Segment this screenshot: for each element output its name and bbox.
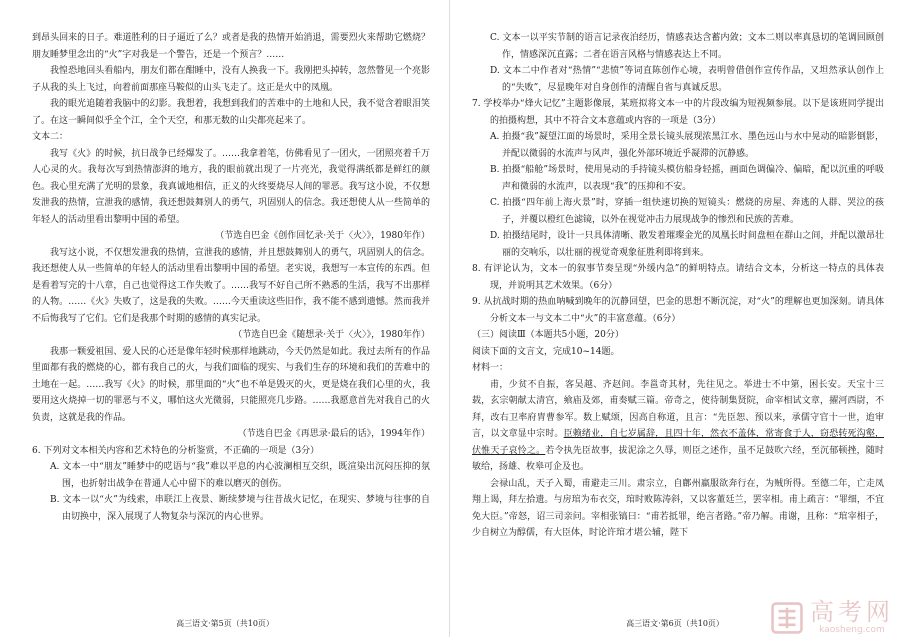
classical-passage bbox=[472, 377, 884, 476]
material-label: 材料一： bbox=[472, 363, 509, 373]
source-citation: （节选自巴金《随想录·关于〈火〉》，1980年作） bbox=[233, 330, 430, 340]
paragraph: 我那一颗爱祖国、爱人民的心还是像年轻时候那样地跳动，今天仍然是如此。我过去所有的作品里面都有我的燃烧的心，都有我自己的火，与我们面临的现实、与我们生存的环境和我们的苦难中的土地在一起。……我写《火》的时候，那里面的“火”也不单是毁灭的火，更是烧在我们心里的火，我要用这火烧掉一切的罪恶与不义，哪怕这火光微弱，只能照亮几步路。……我愿意首先对我自己的火负责，这就是我的作品。 bbox=[32, 346, 430, 423]
question-6: 6. 下列对文本相关内容和艺术特色的分析鉴赏，不正确的一项是（3分） bbox=[32, 445, 320, 456]
option-d: D. 文本二中作者对“热情”“悲愤”等词直陈创作心境，表明曾借创作宣传作品，又坦然承认创作上的“失败”，尽显晚年对自身创作的清醒自省与真诚反思。 bbox=[490, 66, 884, 93]
option-c: C. 拍摄“四年前上海火景”时，穿插一组快速切换的短镜头：燃烧的房屋、奔逃的人群、哭泣的孩子，并覆以橙红色滤镜，以外在视觉冲击力展现战争的惨烈和民族的苦难。 bbox=[490, 198, 884, 225]
paragraph: 我写这小说，不仅想发泄我的热情，宣泄我的感情，并且想鼓舞别人的勇气，巩固别人的信念。我还想使人从一些简单的年轻人的活动里看出黎明中国的希望。老实说，我想写一本宣传的东西。但是看着写完的十八章，自己也觉得这工作失败了。……我写不好自己所不熟悉的生活，我写不出那样的人物。……《火》失败了，这是我的失败。……今天重读这些旧作，我不能不感到遗憾。然而我并不后悔我写了它们。它们是我那个时期的感情的真实记录。 bbox=[32, 247, 430, 324]
classical-passage: 会禄山乱，天子入蜀，甫避走三川。肃宗立，自鄜州羸服欲奔行在，为贼所得。至德二年，亡走凤翔上谒，拜左拾遗。与房琯为布衣交，琯时败陈涛斜，又以客董廷兰，罢宰相。甫上疏言：“罪细，不宜免大臣。”帝怒，诏三司亲问。宰相张镐曰：“甫若抵罪，绝言者路。”帝乃解。甫谢，且称：“琯宰相子，少自树立为醇儒，有大臣体，时论许琯才堪公辅，陛下 bbox=[472, 478, 884, 538]
page-footer: 高三语文·第5页（共10页） bbox=[176, 619, 274, 628]
underlined-sentence: 臣赖绪业，自七岁属辞，且四十年，然衣不盖体，常寄食于人，窃恐转死沟壑，伏惟天子哀怜之。 bbox=[472, 429, 884, 456]
option-d: D. 拍摄结尾时，设计一只具体清晰、散发着璀璨金光的凤凰长时间盘桓在群山之间，并配以激昂壮丽的交响乐，以壮丽的视觉奇观象征胜利即将到来。 bbox=[490, 231, 884, 258]
paragraph: 我的眼光追随着我脑中的幻影。我想着，我想到我们的苦难中的土地和人民，我不觉含着眼泪笑了。在这一瞬间似乎全个江，全个天空，和那无数的山尖都亮起来了。 bbox=[32, 99, 430, 126]
instruction: 阅读下面的文言文，完成10~14题。 bbox=[472, 346, 620, 357]
passage-text: 若令执先臣故事，拔泥涂之久辱，则臣之述作，虽不足鼓吹六经，至沉郁顿挫，随时敏给，扬雄、枚皋可企及也。 bbox=[472, 445, 884, 472]
paragraph: 我写《火》的时候，抗日战争已经爆发了。……我拿着笔，仿佛看见了一团火，一团照亮着千万人心灵的火。我每次写到热情澎湃的地方，我的眼前就出现了一片亮光，我觉得满纸都是鲜红的颜色。我心里充满了光明的景象，我真诚地相信，正义的火终要烧尽人间的罪恶。我写这小说，不仅想发泄我的热情，宣泄我的感情，我还想鼓舞别人的勇气，巩固别人的信念。我还想使人从一些简单的年轻人的活动里看出黎明中国的希望。 bbox=[32, 148, 430, 225]
option-c: C. 文本一以平实节制的语言记录夜泊经历，情感表达含蓄内敛；文本二则以率真恳切的笔调回顾创作，情感深沉直露；二者在语言风格与情感表达上不同。 bbox=[490, 33, 884, 60]
page-right bbox=[450, 0, 900, 637]
watermark-logo-icon bbox=[770, 601, 804, 635]
page-footer: 高三语文·第6页（共10页） bbox=[626, 619, 724, 628]
option-b: B. 文本一以“火”为线索，串联江上夜景、断续梦境与往昔战火记忆，在现实、梦境与往事的自由切换中，深入展现了人物复杂与深沉的内心世界。 bbox=[50, 495, 430, 522]
source-citation: （节选自巴金《创作回忆录·关于〈火〉》，1980年作） bbox=[215, 231, 430, 241]
paragraph: 到昂头回来的日子。难道胜利的日子逼近了么？或者是我的热情开始消退，需要烈火来帮助它燃烧？朋友睡梦里念出的“火”字对我是一个警告，还是一个预言？…… bbox=[32, 33, 430, 60]
question-9: 9. 从抗战时期的热血呐喊到晚年的沉静回望，巴金的思想不断沉淀，对“火”的理解也更加深刻。请具体分析文本一与文本二中“火”的丰富意蕴。（6分） bbox=[472, 297, 884, 324]
source-citation: （节选自巴金《再思录·最后的话》，1994年作） bbox=[237, 429, 430, 439]
option-a: A. 文本一中“朋友”睡梦中的呓语与“我”难以平息的内心波澜相互交织，既渲染出沉闷压抑的氛围，也折射出战争在普通人心中留下的难以磨灭的创伤。 bbox=[50, 462, 430, 489]
passage-text: 甫，少贫不自振，客吴越、齐赵间。李邕奇其材，先往见之。举进士不中第，困长安。天宝十三载，玄宗朝献太清宫，飨庙及郊，甫奏赋三篇。帝奇之，使待制集贤院，命宰相试文章，擢河西尉，不拜，改右卫率府胄曹参军。数上赋颂，因高自称道，且言：“先臣恕、预以来，承儒守官十一世，迨审言，以文章显中宗时。 bbox=[472, 379, 884, 439]
option-b: B. 拍摄“船舱”场景时，使用晃动的手持镜头模仿船身轻摇，画面色调偏冷、偏暗，配以沉重的呼吸声和微弱的水流声，以表现“我”的压抑和不安。 bbox=[490, 165, 884, 192]
question-8: 8. 有评论认为，文本一的叙事节奏呈现“外缓内急”的鲜明特点。请结合文本，分析这一特点的具体表现，并说明其艺术效果。（6分） bbox=[472, 264, 884, 291]
watermark-url: kaosheng.com bbox=[819, 625, 885, 635]
paragraph: 我惶恐地回头看船内，朋友们都在酣睡中，没有人换我一下。我刚把头掉转，忽然瞥见一个亮影子从我的头上飞过，向着前面那座马鞍似的山头飞走了。这正是火中的凤凰。 bbox=[32, 66, 430, 93]
question-7: 7. 学校举办“烽火记忆”主题影像展，某班拟将文本一中的片段改编为短视频参展。以下是该班同学提出的拍摄构想，其中不符合文本意蕴或内容的一项是（3分） bbox=[472, 99, 884, 126]
section-heading: （三）阅读Ⅲ（本题共5小题，20分） bbox=[472, 330, 624, 340]
text-label: 文本二： bbox=[32, 132, 69, 142]
option-a: A. 拍摄“我”凝望江面的场景时，采用全景长镜头展现浓黑江水、墨色远山与水中晃动的暗影倒影，并配以微弱的水流声与风声，强化外部环境近乎凝滞的沉静感。 bbox=[490, 132, 884, 159]
watermark bbox=[770, 599, 894, 635]
watermark-title: 高考网 bbox=[810, 598, 894, 626]
